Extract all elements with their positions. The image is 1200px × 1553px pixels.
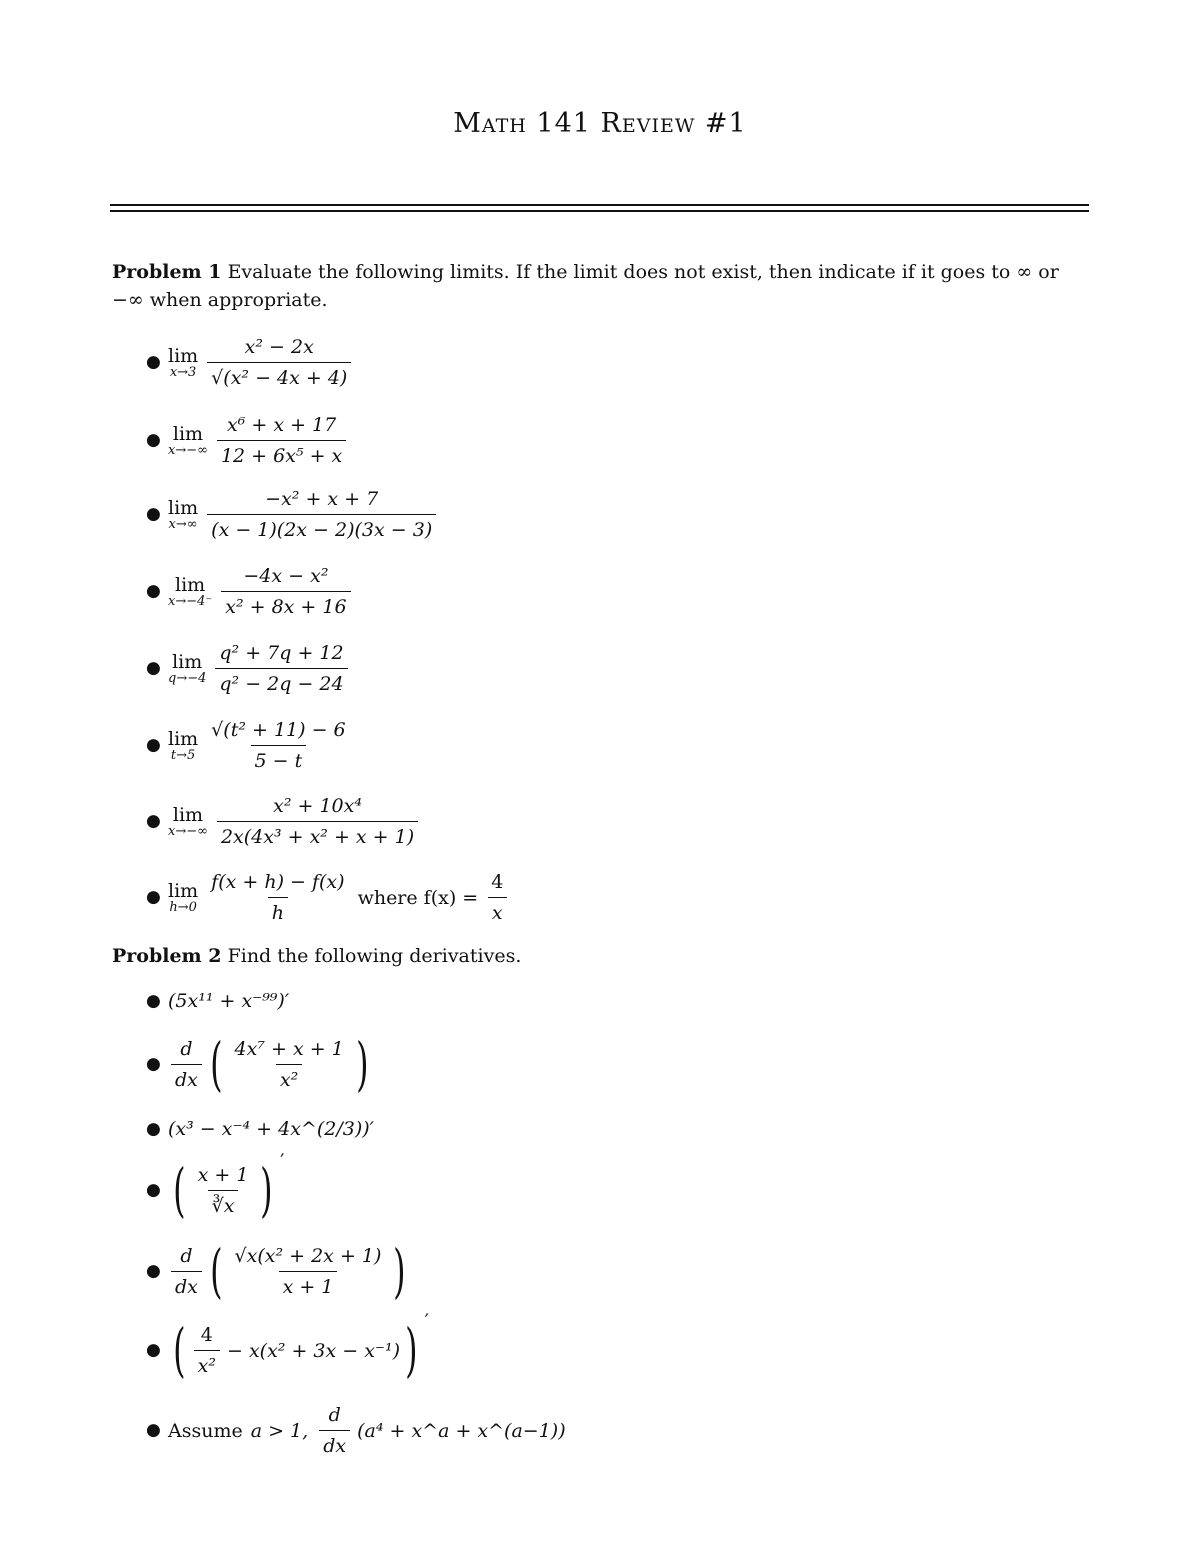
fraction-numerator: 4 [491, 871, 504, 893]
derivative-expression: (a⁴ + x^a + x^(a−1)) [357, 1419, 566, 1442]
fraction-denominator: x² + 8x + 16 [221, 591, 350, 620]
prime-mark: ′ [280, 1149, 285, 1172]
problem-2-label: Problem 2 [112, 945, 222, 967]
title-rule-bottom [110, 210, 1089, 212]
fraction-numerator: 4x⁷ + x + 1 [234, 1038, 344, 1060]
fraction-denominator: h [268, 897, 288, 926]
d-operator-numerator: d [180, 1038, 193, 1060]
fraction-numerator: x² − 2x [244, 336, 314, 358]
lim-subscript: x→−4⁻ [168, 593, 213, 609]
left-paren: ( [209, 1237, 223, 1306]
bullet: ● [146, 1261, 161, 1281]
fraction-denominator: x² [276, 1064, 302, 1093]
problem-2-statement [112, 942, 1092, 970]
lim-word: lim [168, 496, 199, 519]
lim-subscript: x→−∞ [168, 442, 208, 458]
bullet: ● [146, 581, 161, 601]
fraction-denominator: √(x² − 4x + 4) [207, 362, 351, 391]
limit-item-4 [146, 563, 354, 620]
bullet: ● [146, 1420, 161, 1440]
lim-word: lim [168, 879, 199, 902]
bullet: ● [146, 811, 161, 831]
derivative-expression: (x³ − x⁻⁴ + 4x^(2/3))′ [168, 1118, 374, 1140]
where-clause: where f(x) = [357, 886, 479, 909]
expression-remainder: − x(x² + 3x − x⁻¹) [226, 1339, 400, 1362]
fraction-numerator: x + 1 [197, 1164, 249, 1186]
d-operator-numerator: d [180, 1245, 193, 1267]
limit-item-7 [146, 793, 421, 850]
bullet: ● [146, 430, 161, 450]
fraction-numerator: √x(x² + 2x + 1) [234, 1245, 382, 1267]
prime-mark: ′ [424, 1309, 429, 1332]
limit-item-3 [146, 486, 439, 543]
d-operator-numerator: d [328, 1404, 341, 1426]
bullet: ● [146, 1054, 161, 1074]
title-rule-top [110, 204, 1089, 206]
fraction-numerator: −x² + x + 7 [265, 488, 379, 510]
bullet: ● [146, 735, 161, 755]
d-operator-denominator: dx [171, 1064, 202, 1093]
derivative-item-6 [146, 1309, 429, 1385]
lim-subscript: q→−4 [168, 670, 207, 686]
fraction-denominator: x [488, 897, 507, 926]
right-paren: ) [260, 1156, 273, 1225]
problem-1-statement [112, 258, 1092, 314]
left-paren: ( [173, 1156, 186, 1225]
lim-word: lim [168, 727, 199, 750]
lim-subscript: x→−∞ [168, 823, 208, 839]
fraction-numerator: √(t² + 11) − 6 [211, 719, 346, 741]
lim-subscript: t→5 [170, 747, 196, 763]
bullet: ● [146, 1340, 161, 1360]
bullet: ● [146, 658, 161, 678]
fraction-numerator: 4 [200, 1324, 213, 1346]
derivative-item-2 [146, 1030, 373, 1099]
fraction-numerator: f(x + h) − f(x) [211, 871, 345, 893]
derivative-item-5 [146, 1237, 411, 1306]
limit-item-1 [146, 334, 354, 391]
right-paren: ) [393, 1237, 406, 1306]
derivative-item-7 [146, 1402, 566, 1459]
bullet: ● [146, 990, 161, 1011]
limit-item-8 [146, 869, 510, 926]
left-paren: ( [173, 1316, 186, 1385]
lim-word: lim [172, 803, 204, 826]
page-title: Math 141 Review #1 [453, 108, 747, 139]
fraction-numerator: q² + 7q + 12 [219, 642, 344, 664]
bullet: ● [146, 352, 161, 372]
d-operator-denominator: dx [319, 1430, 350, 1459]
fraction-denominator: q² − 2q − 24 [215, 668, 347, 697]
problem-2-text: Find the following derivatives. [227, 945, 522, 967]
lim-word: lim [172, 422, 204, 445]
right-paren: ) [405, 1316, 418, 1385]
derivative-expression: (5x¹¹ + x⁻⁹⁹)′ [168, 990, 290, 1012]
right-paren: ) [355, 1030, 369, 1099]
assume-word: Assume [168, 1419, 243, 1442]
fraction-denominator: (x − 1)(2x − 2)(3x − 3) [207, 514, 436, 543]
d-operator-denominator: dx [171, 1271, 202, 1300]
bullet: ● [146, 1118, 161, 1139]
derivative-item-1 [146, 990, 289, 1012]
lim-subscript: x→3 [169, 364, 197, 380]
fraction-numerator: x⁶ + x + 17 [226, 414, 337, 436]
fraction-denominator: 5 − t [251, 745, 307, 774]
lim-subscript: x→∞ [168, 516, 198, 532]
fraction-denominator: x² [194, 1350, 220, 1379]
problem-1-label: Problem 1 [112, 261, 222, 283]
limit-item-2 [146, 412, 349, 469]
derivative-item-4 [146, 1149, 285, 1225]
bullet: ● [146, 504, 161, 524]
assumption-condition: a > 1, [250, 1419, 309, 1442]
fraction-denominator: x + 1 [279, 1271, 338, 1300]
lim-word: lim [168, 344, 199, 367]
lim-subscript: h→0 [169, 899, 197, 915]
bullet: ● [146, 887, 161, 907]
fraction-numerator: x² + 10x⁴ [273, 795, 362, 817]
lim-word: lim [172, 650, 203, 673]
limit-item-6 [146, 717, 353, 774]
fraction-denominator: 12 + 6x⁵ + x [217, 440, 346, 469]
bullet: ● [146, 1180, 161, 1200]
fraction-denominator: 2x(4x³ + x² + x + 1) [217, 821, 418, 850]
fraction-denominator: ∛x [208, 1190, 239, 1219]
limit-item-5 [146, 640, 351, 697]
left-paren: ( [209, 1030, 223, 1099]
lim-word: lim [175, 573, 206, 596]
derivative-item-3 [146, 1118, 374, 1140]
problem-1-text: Evaluate the following limits. If the limit does not exist, then indicate if it goes to ∞ or −∞ when appropriate. [112, 261, 1059, 311]
fraction-numerator: −4x − x² [243, 565, 329, 587]
